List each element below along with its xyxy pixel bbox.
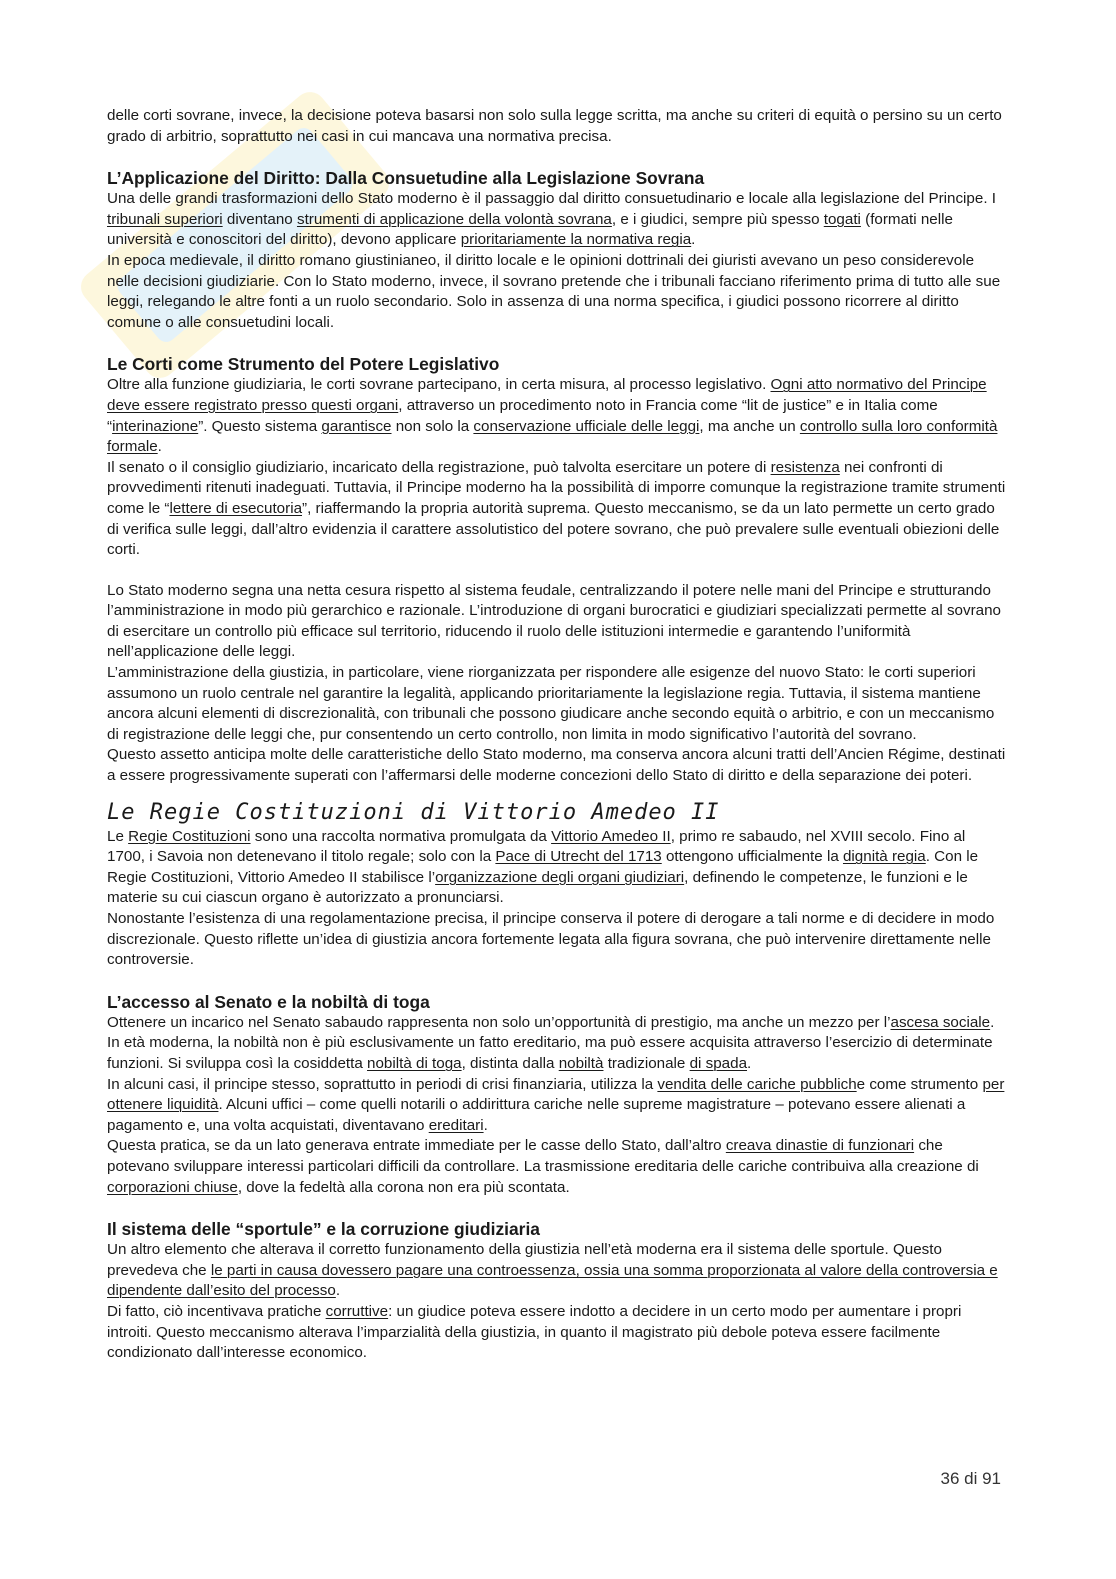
section-heading: Il sistema delle “sportule” e la corruzione giudiziaria [107, 1219, 540, 1240]
paragraph: Questa pratica, se da un lato generava entrate immediate per le casse dello Stato, dall’altro creava dinastie di funzionari che potevano sviluppare interessi particolari difficili da controllare. La trasmissione ereditaria delle cariche contribuiva alla creazione di corporazioni chiuse, dove la fedeltà alla corona non era più scontata. [107, 1137, 979, 1196]
paragraph: In epoca medievale, il diritto romano giustinianeo, il diritto locale e le opinioni dottrinali dei giuristi avevano un peso considerevole nelle decisioni giudiziarie. Con lo Stato moderno, invece, il sovrano pretende che i tribunali facciano riferimento prima di tutto alle sue leggi, relegando le altre fonti a un ruolo secondario. Solo in assenza di una norma specifica, i giudici possono ricorrere al diritto comune o alle consuetudini locali. [107, 251, 1001, 331]
document-page [107, 106, 1007, 1364]
paragraph: Una delle grandi trasformazioni dello Stato moderno è il passaggio dal diritto consuetudinario e locale alla legislazione del Principe. I tribunali superiori diventano strumenti di applicazione della volontà sovrana, e i giudici, sempre più spesso togati (formati nelle università e conoscitori del diritto), devono applicare prioritariamente la normativa regia. [107, 190, 996, 249]
paragraph: Nonostante l’esistenza di una regolamentazione precisa, il principe conserva il potere di derogare a tali norme e di decidere in modo discrezionale. Questo riflette un’idea di giustizia ancora fortemente legata alla figura sovrana, che può intervenire direttamente nelle controversie. [107, 910, 995, 969]
section-heading: L’Applicazione del Diritto: Dalla Consuetudine alla Legislazione Sovrana [107, 168, 705, 189]
paragraph: In alcuni casi, il principe stesso, soprattutto in periodi di crisi finanziaria, utilizza la vendita delle cariche pubbliche come strumento per ottenere liquidità. Alcuni uffici – come quelli notarili o addirittura cariche nelle supreme magistrature – potevano essere alienati a pagamento e, una volta acquistati, diventavano ereditari. [107, 1075, 1005, 1134]
paragraph: Ottenere un incarico nel Senato sabaudo rappresenta non solo un’opportunità di prestigio, ma anche un mezzo per l’ascesa sociale. In età moderna, la nobiltà non è più esclusivamente un fatto ereditario, ma può essere acquisita attraverso l’esercizio di determinate funzioni. Si sviluppa così la cosiddetta nobiltà di toga, distinta dalla nobiltà tradizionale di spada. [107, 1013, 995, 1072]
page-number: 36 di 91 [940, 1469, 1001, 1488]
paragraph: Questo assetto anticipa molte delle caratteristiche dello Stato moderno, ma conserva ancora alcuni tratti dell’Ancien Régime, destinati a essere progressivamente superati con l’affermarsi delle moderne concezioni dello Stato di diritto e della separazione dei poteri. [107, 746, 1006, 785]
paragraph: L’amministrazione della giustizia, in particolare, viene riorganizzata per rispondere alle esigenze del nuovo Stato: le corti superiori assumono un ruolo centrale nel garantire la legalità, applicando prioritariamente la legislazione regia. Tuttavia, il sistema mantiene ancora alcuni elementi di discrezionalità, con tribunali che possono giudicare anche secondo equità o arbitrio, e con un meccanismo di registrazione delle leggi che, pur consentendo un certo controllo, non limita in modo significativo l’autorità del sovrano. [107, 664, 995, 743]
paragraph: Il senato o il consiglio giudiziario, incaricato della registrazione, può talvolta esercitare un potere di resistenza nei confronti di provvedimenti ritenuti inadeguati. Tuttavia, il Principe moderno ha la possibilità di imporre comunque la registrazione tramite strumenti come le “lettere di esecutoria”, riaffermando la propria autorità suprema. Questo meccanismo, se da un lato permette un certo grado di verifica sulle leggi, dall’altro evidenzia il carattere assolutistico del potere sovrano, che può prevalere sulle eventuali obiezioni delle corti. [107, 458, 1006, 559]
paragraph: Le Regie Costituzioni sono una raccolta normativa promulgata da Vittorio Amedeo II, primo re sabaudo, nel XVIII secolo. Fino al 1700, i Savoia non detenevano il titolo regale; solo con la Pace di Utrecht del 1713 ottengono ufficialmente la dignità regia. Con le Regie Costituzioni, Vittorio Amedeo II stabilisce l’organizzazione degli organi giudiziari, definendo le competenze, le funzioni e le materie su cui ciascun organo è autorizzato a pronunciarsi. [107, 827, 979, 907]
paragraph: Lo Stato moderno segna una netta cesura rispetto al sistema feudale, centralizzando il potere nelle mani del Principe e strutturando l’amministrazione in modo più gerarchico e razionale. L’introduzione di organi burocratici e giudiziari specializzati permette al sovrano di esercitare un controllo più efficace sul territorio, riducendo il ruolo delle istituzioni intermedie e garantendo l’uniformità nell’applicazione delle leggi. [107, 581, 1001, 661]
section-heading: L’accesso al Senato e la nobiltà di toga [107, 991, 430, 1012]
section-heading: Le Corti come Strumento del Potere Legislativo [107, 354, 500, 375]
paragraph: Oltre alla funzione giudiziaria, le corti sovrane partecipano, in certa misura, al processo legislativo. Ogni atto normativo del Principe deve essere registrato presso questi organi, attraverso un procedimento noto in Francia come “lit de justice” e in Italia come “interinazione”. Questo sistema garantisce non solo la conservazione ufficiale delle leggi, ma anche un controllo sulla loro conformità formale. [107, 376, 998, 456]
chapter-heading: Le Regie Costituzioni di Vittorio Amedeo II [107, 799, 720, 825]
paragraph: Un altro elemento che alterava il corretto funzionamento della giustizia nell’età moderna era il sistema delle sportule. Questo prevedeva che le parti in causa dovessero pagare una controessenza, ossia una somma proporzionata al valore della controversia e dipendente dall’esito del processo. [107, 1241, 998, 1300]
paragraph: delle corti sovrane, invece, la decisione poteva basarsi non solo sulla legge scritta, ma anche su criteri di equità o persino su un certo grado di arbitrio, soprattutto nei casi in cui mancava una normativa precisa. [107, 107, 1002, 145]
paragraph: Di fatto, ciò incentivava pratiche corruttive: un giudice poteva essere indotto a decidere in un certo modo per aumentare i propri introiti. Questo meccanismo alterava l’imparzialità della giustizia, in quanto il magistrato più debole poteva essere facilmente condizionato dall’interesse economico. [107, 1302, 962, 1362]
